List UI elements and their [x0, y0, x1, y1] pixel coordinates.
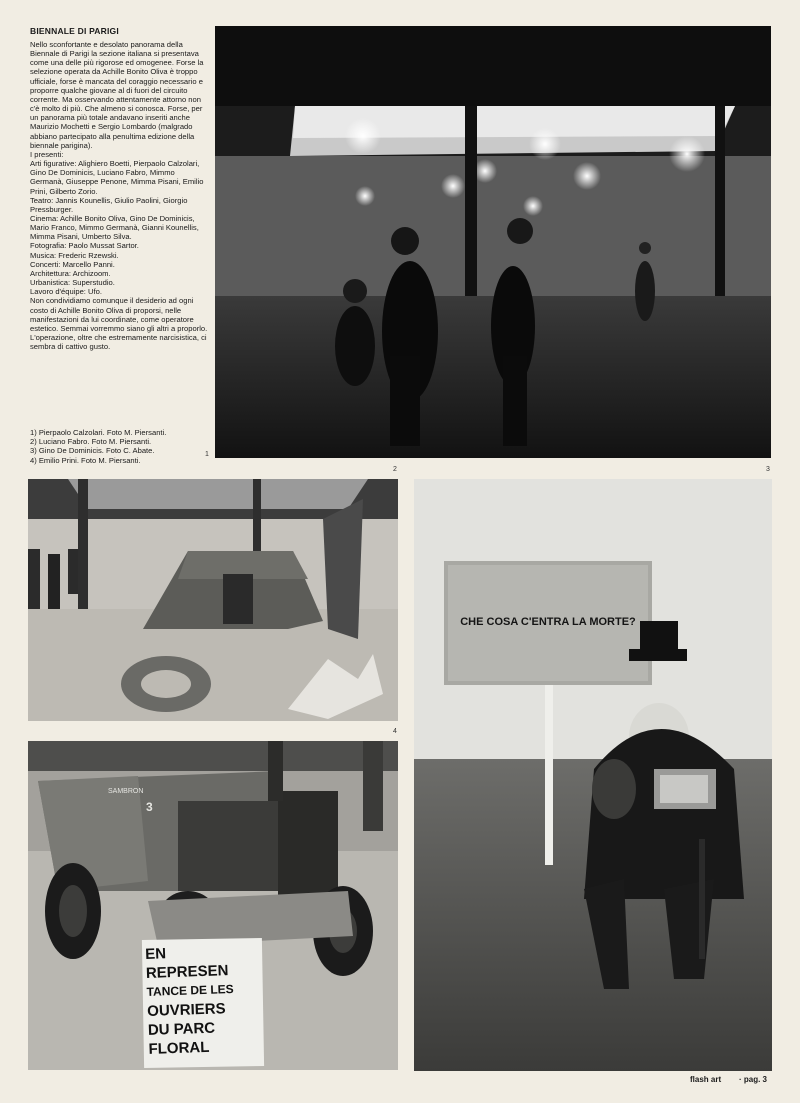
placard-line: EN	[144, 945, 167, 963]
vehicle-plate: SAMBRON	[108, 788, 144, 795]
footer-page: · pag. 3	[739, 1075, 768, 1084]
article-paragraph: Architettura: Archizoom.	[30, 268, 111, 278]
article-paragraph: Arti figurative: Alighiero Boetti, Pierpaolo Calzolari, Gino De Dominicis, Luciano Fabro, Mimmo Germanà, Giuseppe Penone, Mimma Pisani, Emilio Prini, Gilberto Zorio.	[30, 159, 204, 196]
article-paragraph: Lavoro d'équipe: Ufo.	[30, 287, 102, 297]
photo-number-4: 4	[393, 728, 397, 735]
article-paragraph: Teatro: Jannis Kounellis, Giulio Paolini, Giorgio Pressburger.	[30, 195, 188, 214]
article-paragraph: I presenti:	[30, 149, 64, 159]
article-paragraph: Non condividiamo comunque il desiderio ad ogni costo di Achille Bonito Oliva di proporsi, nelle manifestazioni da lui coordinate, come operatore estetico. Semmai vorremmo siano gli altri a proporlo. L'operazione, oltre che estremamente narcisistica, ci sembra di cattivo gusto.	[30, 296, 208, 352]
placard-line: TANCE DE LES	[146, 981, 234, 999]
footer-magazine: flash art	[690, 1075, 722, 1084]
article-paragraph: Urbanistica: Superstudio.	[30, 278, 115, 288]
caption-3: 3) Gino De Dominicis. Foto C. Abate.	[30, 446, 155, 456]
placard-line: DU PARC	[147, 1019, 216, 1039]
placard-line: FLORAL	[148, 1038, 210, 1058]
article-paragraph: Musica: Frederic Rzewski.	[30, 250, 119, 260]
photo-2-fabro	[28, 479, 398, 721]
photo-1-calzolari	[215, 26, 771, 458]
caption-1: 1) Pierpaolo Calzolari. Foto M. Piersanti.	[30, 428, 167, 437]
photo-3-de-dominicis	[414, 479, 772, 1071]
article-body	[30, 40, 210, 351]
photo-4-prini	[28, 741, 398, 1070]
placard-line: OUVRIERS	[146, 1000, 226, 1020]
photo-number-1: 1	[205, 451, 209, 458]
article-paragraph: Nello sconfortante e desolato panorama della Biennale di Parigi la sezione italiana si presentava come una delle più rigorose ed omogenee. Forse la selezione operata da Achille Bonito Oliva è troppo ufficiale, forse è mancata del coraggio necessario e proporre qualche giovane al di fuori del circuito corrente. Ma osservando attentamente attorno non c'è molto di più. Che almeno si conosca. Forse, per un panorama più totale andavano inseriti anche Maurizio Mochetti e Sergio Lombardo (malgrado abbiano partecipato alla penultima edizione della biennale parigina).	[30, 40, 204, 150]
sign-text: CHE COSA C'ENTRA LA MORTE?	[460, 616, 636, 628]
caption-2: 2) Luciano Fabro. Foto M. Piersanti.	[30, 437, 152, 447]
caption-4: 4) Emilio Prini. Foto M. Piersanti.	[30, 455, 141, 465]
article-paragraph: Concerti: Marcello Panni.	[30, 259, 115, 269]
placard-line: REPRESEN	[145, 962, 229, 982]
placard	[145, 941, 261, 1065]
article-paragraph: Fotografia: Paolo Mussat Sartor.	[30, 241, 139, 251]
photo-number-2: 2	[393, 466, 397, 473]
article-paragraph: Cinema: Achille Bonito Oliva, Gino De Dominicis, Mario Franco, Mimmo Germanà, Gianni Kounellis, Mimma Pisani, Umberto Silva.	[30, 213, 199, 242]
vehicle-number: 3	[146, 800, 153, 814]
photo-number-3: 3	[766, 466, 770, 473]
article-title: BIENNALE DI PARIGI	[30, 26, 119, 36]
photo-captions	[30, 428, 210, 465]
